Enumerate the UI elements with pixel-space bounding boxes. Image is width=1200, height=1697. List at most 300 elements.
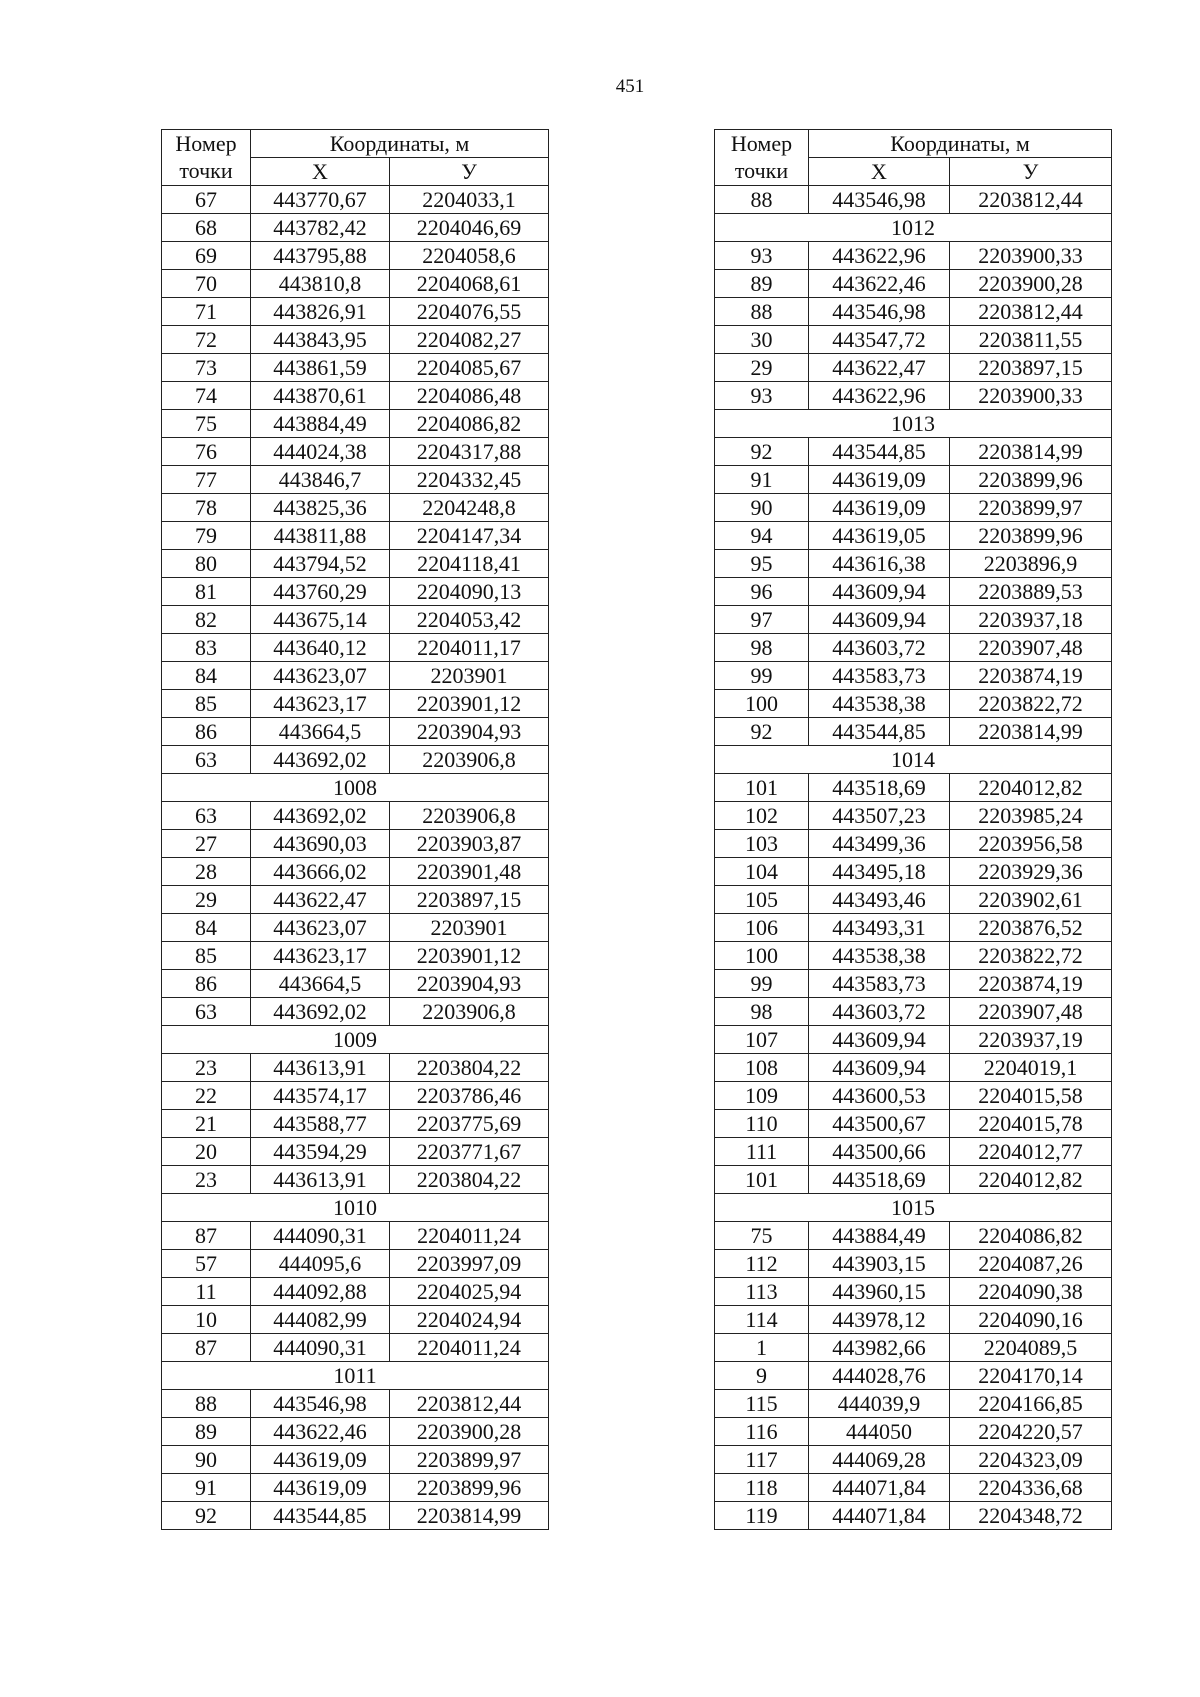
point-number-cell: 107 [715,1026,809,1054]
point-number-cell: 92 [715,438,809,466]
x-coordinate-cell: 443623,07 [251,914,390,942]
x-coordinate-cell: 443574,17 [251,1082,390,1110]
point-number-cell: 71 [162,298,251,326]
point-number-cell: 88 [715,298,809,326]
point-number-cell: 78 [162,494,251,522]
x-coordinate-cell: 443619,09 [251,1446,390,1474]
x-coordinate-cell: 443613,91 [251,1166,390,1194]
x-coordinate-cell: 443692,02 [251,746,390,774]
point-number-cell: 74 [162,382,251,410]
point-number-cell: 101 [715,1166,809,1194]
y-coordinate-cell: 2204085,67 [390,354,549,382]
point-number-cell: 92 [162,1502,251,1530]
x-coordinate-cell: 443782,42 [251,214,390,242]
header-y: У [390,158,549,186]
coordinates-table-left [161,129,549,1530]
x-coordinate-cell: 443507,23 [809,802,950,830]
table-row [715,1166,1112,1194]
y-coordinate-cell: 2203900,28 [950,270,1112,298]
y-coordinate-cell: 2203814,99 [950,718,1112,746]
table-row [162,410,549,438]
y-coordinate-cell: 2203804,22 [390,1054,549,1082]
y-coordinate-cell: 2204089,5 [950,1334,1112,1362]
point-number-cell: 79 [162,522,251,550]
point-number-cell: 105 [715,886,809,914]
x-coordinate-cell: 443619,09 [809,466,950,494]
x-coordinate-cell: 443609,94 [809,1026,950,1054]
point-number-cell: 10 [162,1306,251,1334]
y-coordinate-cell: 2203804,22 [390,1166,549,1194]
table-row [715,578,1112,606]
y-coordinate-cell: 2204090,13 [390,578,549,606]
point-number-cell: 114 [715,1306,809,1334]
y-coordinate-cell: 2204024,94 [390,1306,549,1334]
table-row [715,1502,1112,1530]
table-row [162,494,549,522]
y-coordinate-cell: 2204011,17 [390,634,549,662]
x-coordinate-cell: 443825,36 [251,494,390,522]
point-number-cell: 72 [162,326,251,354]
x-coordinate-cell: 443600,53 [809,1082,950,1110]
point-number-cell: 101 [715,774,809,802]
point-number-cell: 82 [162,606,251,634]
table-row [162,1082,549,1110]
point-number-cell: 113 [715,1278,809,1306]
x-coordinate-cell: 443622,96 [809,382,950,410]
x-coordinate-cell: 443619,05 [809,522,950,550]
point-number-cell: 109 [715,1082,809,1110]
x-coordinate-cell: 443870,61 [251,382,390,410]
table-row [162,998,549,1026]
point-number-cell: 28 [162,858,251,886]
point-number-cell: 96 [715,578,809,606]
x-coordinate-cell: 443500,66 [809,1138,950,1166]
y-coordinate-cell: 2204170,14 [950,1362,1112,1390]
y-coordinate-cell: 2204011,24 [390,1334,549,1362]
point-number-cell: 57 [162,1250,251,1278]
table-row [715,1474,1112,1502]
x-coordinate-cell: 443622,47 [809,354,950,382]
table-row [162,1334,549,1362]
point-number-cell: 1 [715,1334,809,1362]
x-coordinate-cell: 443770,67 [251,186,390,214]
section-number: 1010 [162,1194,549,1222]
x-coordinate-cell: 444028,76 [809,1362,950,1390]
point-number-cell: 88 [162,1390,251,1418]
section-number: 1011 [162,1362,549,1390]
x-coordinate-cell: 443619,09 [251,1474,390,1502]
x-coordinate-cell: 443546,98 [251,1390,390,1418]
point-number-cell: 87 [162,1334,251,1362]
x-coordinate-cell: 443884,49 [809,1222,950,1250]
point-number-cell: 89 [162,1418,251,1446]
table-row [715,998,1112,1026]
section-number: 1015 [715,1194,1112,1222]
table-row [162,690,549,718]
y-coordinate-cell: 2203937,18 [950,606,1112,634]
y-coordinate-cell: 2204019,1 [950,1054,1112,1082]
table-row [162,242,549,270]
y-coordinate-cell: 2203897,15 [950,354,1112,382]
y-coordinate-cell: 2204220,57 [950,1418,1112,1446]
section-number: 1008 [162,774,549,802]
y-coordinate-cell: 2204323,09 [950,1446,1112,1474]
table-row [162,1054,549,1082]
section-number: 1014 [715,746,1112,774]
table-row [715,774,1112,802]
y-coordinate-cell: 2204068,61 [390,270,549,298]
y-coordinate-cell: 2203929,36 [950,858,1112,886]
x-coordinate-cell: 443623,17 [251,942,390,970]
x-coordinate-cell: 443664,5 [251,970,390,998]
table-row [162,1138,549,1166]
y-coordinate-cell: 2204086,48 [390,382,549,410]
table-row [162,270,549,298]
section-row [715,214,1112,242]
point-number-cell: 117 [715,1446,809,1474]
y-coordinate-cell: 2204076,55 [390,298,549,326]
y-coordinate-cell: 2203906,8 [390,998,549,1026]
y-coordinate-cell: 2203904,93 [390,970,549,998]
table-row [162,438,549,466]
point-number-cell: 104 [715,858,809,886]
x-coordinate-cell: 444071,84 [809,1474,950,1502]
point-number-cell: 116 [715,1418,809,1446]
x-coordinate-cell: 443666,02 [251,858,390,886]
y-coordinate-cell: 2203997,09 [390,1250,549,1278]
point-number-cell: 67 [162,186,251,214]
point-number-cell: 93 [715,382,809,410]
point-number-cell: 76 [162,438,251,466]
table-row [715,1362,1112,1390]
x-coordinate-cell: 444039,9 [809,1390,950,1418]
point-number-cell: 100 [715,942,809,970]
table-row [715,690,1112,718]
x-coordinate-cell: 443609,94 [809,1054,950,1082]
y-coordinate-cell: 2204336,68 [950,1474,1112,1502]
y-coordinate-cell: 2203899,96 [950,466,1112,494]
table-row [162,914,549,942]
y-coordinate-cell: 2203874,19 [950,662,1112,690]
y-coordinate-cell: 2203900,33 [950,242,1112,270]
point-number-cell: 84 [162,914,251,942]
table-row [715,942,1112,970]
x-coordinate-cell: 443499,36 [809,830,950,858]
x-coordinate-cell: 443640,12 [251,634,390,662]
y-coordinate-cell: 2204033,1 [390,186,549,214]
table-row [162,830,549,858]
table-row [715,1026,1112,1054]
x-coordinate-cell: 443903,15 [809,1250,950,1278]
point-number-cell: 90 [162,1446,251,1474]
y-coordinate-cell: 2203904,93 [390,718,549,746]
header-point-number: Номер [715,130,809,158]
page-number: 451 [615,76,645,97]
table-header [162,130,549,186]
table-row [162,1110,549,1138]
table-row [162,802,549,830]
y-coordinate-cell: 2204332,45 [390,466,549,494]
table-row [715,270,1112,298]
x-coordinate-cell: 443603,72 [809,998,950,1026]
x-coordinate-cell: 443692,02 [251,802,390,830]
y-coordinate-cell: 2204348,72 [950,1502,1112,1530]
y-coordinate-cell: 2204012,82 [950,774,1112,802]
y-coordinate-cell: 2203985,24 [950,802,1112,830]
table-row [162,298,549,326]
x-coordinate-cell: 443622,46 [251,1418,390,1446]
table-row [162,214,549,242]
table-row [715,662,1112,690]
table-row [162,1166,549,1194]
table-row [162,662,549,690]
table-row [715,718,1112,746]
x-coordinate-cell: 443982,66 [809,1334,950,1362]
y-coordinate-cell: 2204053,42 [390,606,549,634]
table-row [715,438,1112,466]
table-row [162,718,549,746]
point-number-cell: 119 [715,1502,809,1530]
table-row [715,354,1112,382]
table-row [715,186,1112,214]
y-coordinate-cell: 2203901,12 [390,942,549,970]
point-number-cell: 81 [162,578,251,606]
header-point-number: Номер [162,130,251,158]
table-row [715,1138,1112,1166]
y-coordinate-cell: 2203899,96 [390,1474,549,1502]
x-coordinate-cell: 443664,5 [251,718,390,746]
y-coordinate-cell: 2203876,52 [950,914,1112,942]
header-y: У [950,158,1112,186]
point-number-cell: 86 [162,970,251,998]
section-row [715,746,1112,774]
x-coordinate-cell: 443810,8 [251,270,390,298]
point-number-cell: 63 [162,802,251,830]
y-coordinate-cell: 2203812,44 [950,298,1112,326]
table-row [162,746,549,774]
y-coordinate-cell: 2203901,12 [390,690,549,718]
y-coordinate-cell: 2203903,87 [390,830,549,858]
x-coordinate-cell: 443760,29 [251,578,390,606]
x-coordinate-cell: 443538,38 [809,942,950,970]
header-x: X [809,158,950,186]
y-coordinate-cell: 2203897,15 [390,886,549,914]
x-coordinate-cell: 443495,18 [809,858,950,886]
point-number-cell: 73 [162,354,251,382]
x-coordinate-cell: 443547,72 [809,326,950,354]
x-coordinate-cell: 443690,03 [251,830,390,858]
y-coordinate-cell: 2203956,58 [950,830,1112,858]
point-number-cell: 29 [715,354,809,382]
x-coordinate-cell: 443623,07 [251,662,390,690]
x-coordinate-cell: 443843,95 [251,326,390,354]
x-coordinate-cell: 443588,77 [251,1110,390,1138]
table-row [162,354,549,382]
y-coordinate-cell: 2203899,97 [390,1446,549,1474]
table-row [162,1502,549,1530]
table-row [162,382,549,410]
table-row [162,326,549,354]
x-coordinate-cell: 443546,98 [809,298,950,326]
x-coordinate-cell: 443794,52 [251,550,390,578]
point-number-cell: 23 [162,1166,251,1194]
y-coordinate-cell: 2203906,8 [390,746,549,774]
y-coordinate-cell: 2204012,77 [950,1138,1112,1166]
table-row [715,550,1112,578]
table-row [715,382,1112,410]
y-coordinate-cell: 2203812,44 [950,186,1112,214]
table-row [162,886,549,914]
point-number-cell: 91 [162,1474,251,1502]
table-row [715,1222,1112,1250]
x-coordinate-cell: 443583,73 [809,970,950,998]
y-coordinate-cell: 2203786,46 [390,1082,549,1110]
point-number-cell: 103 [715,830,809,858]
table-row [162,634,549,662]
y-coordinate-cell: 2204090,16 [950,1306,1112,1334]
table-row [162,1306,549,1334]
y-coordinate-cell: 2203771,67 [390,1138,549,1166]
point-number-cell: 108 [715,1054,809,1082]
section-number: 1013 [715,410,1112,438]
point-number-cell: 99 [715,970,809,998]
section-row [162,774,549,802]
point-number-cell: 89 [715,270,809,298]
x-coordinate-cell: 443884,49 [251,410,390,438]
table-row [162,942,549,970]
table-row [715,494,1112,522]
y-coordinate-cell: 2203775,69 [390,1110,549,1138]
table-header [715,130,1112,186]
point-number-cell: 99 [715,662,809,690]
y-coordinate-cell: 2203907,48 [950,998,1112,1026]
y-coordinate-cell: 2203901 [390,662,549,690]
y-coordinate-cell: 2203907,48 [950,634,1112,662]
table-row [715,914,1112,942]
point-number-cell: 83 [162,634,251,662]
x-coordinate-cell: 443978,12 [809,1306,950,1334]
x-coordinate-cell: 443544,85 [809,718,950,746]
table-row [162,550,549,578]
table-row [162,1418,549,1446]
y-coordinate-cell: 2203822,72 [950,942,1112,970]
point-number-cell: 63 [162,746,251,774]
x-coordinate-cell: 443544,85 [251,1502,390,1530]
point-number-cell: 9 [715,1362,809,1390]
x-coordinate-cell: 443538,38 [809,690,950,718]
x-coordinate-cell: 443616,38 [809,550,950,578]
x-coordinate-cell: 443609,94 [809,606,950,634]
section-row [715,1194,1112,1222]
y-coordinate-cell: 2203811,55 [950,326,1112,354]
table-row [715,1110,1112,1138]
table-row [715,1334,1112,1362]
table-row [715,1082,1112,1110]
point-number-cell: 85 [162,690,251,718]
table-row [715,634,1112,662]
point-number-cell: 63 [162,998,251,1026]
x-coordinate-cell: 443623,17 [251,690,390,718]
x-coordinate-cell: 443811,88 [251,522,390,550]
x-coordinate-cell: 443846,7 [251,466,390,494]
x-coordinate-cell: 444069,28 [809,1446,950,1474]
point-number-cell: 30 [715,326,809,354]
point-number-cell: 80 [162,550,251,578]
table-row [162,1390,549,1418]
x-coordinate-cell: 443619,09 [809,494,950,522]
x-coordinate-cell: 443795,88 [251,242,390,270]
table-row [162,1250,549,1278]
table-row [162,1278,549,1306]
table-row [715,1306,1112,1334]
y-coordinate-cell: 2204118,41 [390,550,549,578]
point-number-cell: 110 [715,1110,809,1138]
point-number-cell: 100 [715,690,809,718]
point-number-cell: 91 [715,466,809,494]
point-number-cell: 93 [715,242,809,270]
point-number-cell: 29 [162,886,251,914]
header-coordinates: Координаты, м [809,130,1112,158]
x-coordinate-cell: 443622,46 [809,270,950,298]
point-number-cell: 118 [715,1474,809,1502]
y-coordinate-cell: 2203822,72 [950,690,1112,718]
y-coordinate-cell: 2203814,99 [390,1502,549,1530]
point-number-cell: 84 [162,662,251,690]
point-number-cell: 21 [162,1110,251,1138]
point-number-cell: 97 [715,606,809,634]
point-number-cell: 69 [162,242,251,270]
table-row [715,242,1112,270]
y-coordinate-cell: 2204086,82 [390,410,549,438]
y-coordinate-cell: 2204025,94 [390,1278,549,1306]
table-row [715,1418,1112,1446]
y-coordinate-cell: 2203906,8 [390,802,549,830]
point-number-cell: 86 [162,718,251,746]
y-coordinate-cell: 2203874,19 [950,970,1112,998]
point-number-cell: 27 [162,830,251,858]
y-coordinate-cell: 2204015,78 [950,1110,1112,1138]
x-coordinate-cell: 444082,99 [251,1306,390,1334]
x-coordinate-cell: 443675,14 [251,606,390,634]
section-row [162,1362,549,1390]
x-coordinate-cell: 444090,31 [251,1222,390,1250]
table-body-left [162,186,549,1530]
x-coordinate-cell: 443613,91 [251,1054,390,1082]
table-row [715,802,1112,830]
y-coordinate-cell: 2204166,85 [950,1390,1112,1418]
section-row [162,1026,549,1054]
y-coordinate-cell: 2204015,58 [950,1082,1112,1110]
table-row [162,578,549,606]
point-number-cell: 77 [162,466,251,494]
point-number-cell: 75 [162,410,251,438]
y-coordinate-cell: 2203900,33 [950,382,1112,410]
section-row [162,1194,549,1222]
point-number-cell: 68 [162,214,251,242]
table-row [162,970,549,998]
x-coordinate-cell: 443583,73 [809,662,950,690]
y-coordinate-cell: 2204147,34 [390,522,549,550]
y-coordinate-cell: 2204317,88 [390,438,549,466]
table-row [162,1474,549,1502]
header-point-number-2: точки [715,158,809,186]
point-number-cell: 87 [162,1222,251,1250]
x-coordinate-cell: 443692,02 [251,998,390,1026]
y-coordinate-cell: 2203812,44 [390,1390,549,1418]
point-number-cell: 95 [715,550,809,578]
x-coordinate-cell: 443518,69 [809,1166,950,1194]
section-row [715,410,1112,438]
